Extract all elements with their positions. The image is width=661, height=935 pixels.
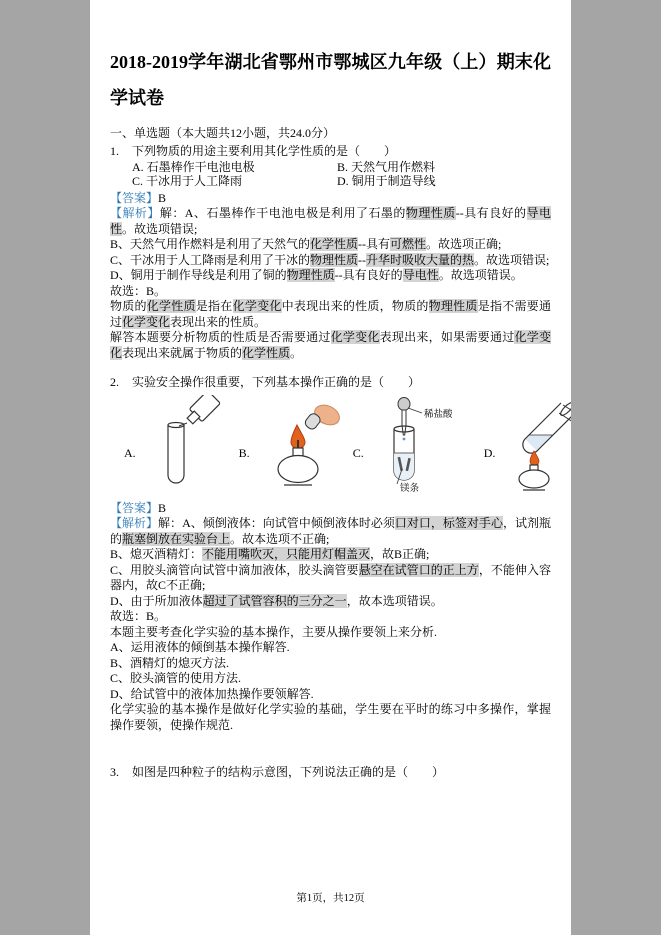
q2-analysis-tag: 【解析】: [110, 516, 159, 530]
pouring-liquid-icon: [138, 395, 233, 493]
q1-stem-line: [110, 144, 551, 160]
q2-figure-row: [124, 395, 551, 497]
figure-label-c: C.: [352, 446, 364, 460]
q2-analysis-p11: 化学实验的基本操作是做好化学实验的基础，学生要在平时的练习中多操作，掌握操作要领，使操作规范.: [110, 702, 551, 732]
mg-label: 镁条: [399, 483, 419, 493]
q1-option-d: D. 铜用于制造导线: [337, 174, 436, 188]
paper-title: 2018-2019学年湖北省鄂州市鄂城区九年级（上）期末化学试卷: [110, 52, 551, 108]
test-tube: [168, 422, 184, 483]
figure-label-a: A.: [124, 446, 136, 460]
q3-number: 3.: [110, 765, 119, 779]
q1-analysis-text-1: 解：A、石墨棒作干电池电极是利用了石墨的物理性质--具有良好的导电性。故选项错误;: [110, 206, 551, 236]
q1-analysis-p7: 解答本题要分析物质的性质是否需要通过化学变化表现出来，如果需要通过化学变化表现出来就属于物质的化学性质。: [110, 330, 551, 360]
q1-analysis-p1: [110, 206, 551, 237]
q2-analysis-p1: [110, 516, 551, 547]
q2-number: 2.: [110, 375, 119, 389]
q1-option-c: C. 干冰用于人工降雨: [132, 174, 243, 188]
q1-number: 1.: [110, 144, 119, 158]
q2-answer-line: [110, 501, 551, 517]
figure-label-b: B.: [238, 446, 250, 460]
q1-analysis-p4: D、铜用于制作导线是利用了铜的物理性质--具有良好的导电性。故选项错误。: [110, 268, 523, 282]
q2-analysis-p9: C、胶头滴管的使用方法.: [110, 671, 242, 685]
q1-option-a: A. 石墨棒作干电池电极: [132, 159, 255, 174]
q2-stem-line: [110, 375, 551, 391]
q2-analysis-p3: C、用胶头滴管向试管中滴加液体，胶头滴管要悬空在试管口的正上方，不能伸入容器内，故C不正确;: [110, 562, 551, 592]
q1-analysis-p2: B、天然气用作燃料是利用了天然气的化学性质--具有可燃性。故选项正确;: [110, 237, 502, 251]
question-3: [110, 765, 551, 781]
q1-options: [132, 160, 551, 189]
alcohol-lamp-cap-icon: [252, 395, 347, 493]
q2-analysis-p5: 故选：B。: [110, 609, 167, 623]
question-2: [110, 375, 551, 733]
exam-paper-page: [90, 0, 571, 935]
q1-analysis-p3: C、干冰用于人工降雨是利用了干冰的物理性质--升华时吸收大量的热。故选项错误;: [110, 252, 550, 267]
acid-leader-line: [408, 408, 422, 413]
dropper-test-tube-icon: [366, 395, 478, 493]
tilted-test-tube: [523, 400, 571, 452]
q1-option-b: B. 天然气用作燃料: [337, 159, 436, 174]
q1-analysis-p5: 故选：B。: [110, 283, 167, 298]
alcohol-lamp: [519, 465, 549, 490]
q2-figure-d: [484, 395, 571, 493]
q3-stem-line: [110, 765, 551, 781]
q2-analysis-text-1: 解：A、倾倒液体：向试管中倾倒液体时必须口对口，标签对手心，试剂瓶的瓶塞倒放在实验台上。故本选项不正确;: [110, 516, 551, 546]
q2-answer-tag: 【答案】: [110, 500, 159, 515]
q1-analysis-p6: 物质的化学性质是指在化学变化中表现出来的性质，物质的物理性质是指不需要通过化学变化表现出来的性质。: [110, 299, 551, 329]
question-1: [110, 144, 551, 361]
q3-stem: 如图是四种粒子的结构示意图，下列说法正确的是（ ）: [132, 765, 445, 779]
q2-figure-a: [124, 395, 233, 493]
q2-figure-c: [353, 395, 478, 493]
q2-analysis-p2: B、熄灭酒精灯：不能用嘴吹灭，只能用灯帽盖灭，故B正确;: [110, 547, 430, 561]
q1-answer-tag: 【答案】: [110, 190, 159, 205]
dropper: [398, 397, 410, 440]
q2-answer-value: B: [158, 500, 167, 515]
q2-stem: 实验安全操作很重要，下列基本操作正确的是（ ）: [132, 375, 421, 389]
q2-analysis-p6: 本题主要考查化学实验的基本操作，主要从操作要领上来分析.: [110, 624, 438, 639]
q1-answer-value: B: [158, 190, 167, 205]
q1-stem: 下列物质的用途主要利用其化学性质的是（ ）: [132, 144, 397, 158]
page-footer: 第1页，共12页: [296, 893, 365, 904]
alcohol-lamp: [278, 440, 318, 485]
q2-analysis-p7: A、运用液体的倾倒基本操作解答.: [110, 640, 290, 654]
section-heading: 一、单选题（本大题共12小题，共24.0分）: [110, 126, 336, 140]
figure-label-d: D.: [483, 446, 496, 460]
reagent-bottle: [183, 395, 220, 427]
q1-answer-line: [110, 191, 551, 207]
acid-label: 稀盐酸: [423, 409, 453, 420]
q2-figure-b: [239, 395, 347, 493]
q1-analysis-tag: 【解析】: [110, 206, 160, 220]
q2-analysis-p8: B、酒精灯的熄灭方法.: [110, 655, 230, 670]
q2-analysis-p10: D、给试管中的液体加热操作要领解答.: [110, 686, 314, 701]
q2-analysis-p4: D、由于所加液体超过了试管容积的三分之一，故本选项错误。: [110, 593, 443, 608]
heating-test-tube-icon: [497, 395, 571, 493]
